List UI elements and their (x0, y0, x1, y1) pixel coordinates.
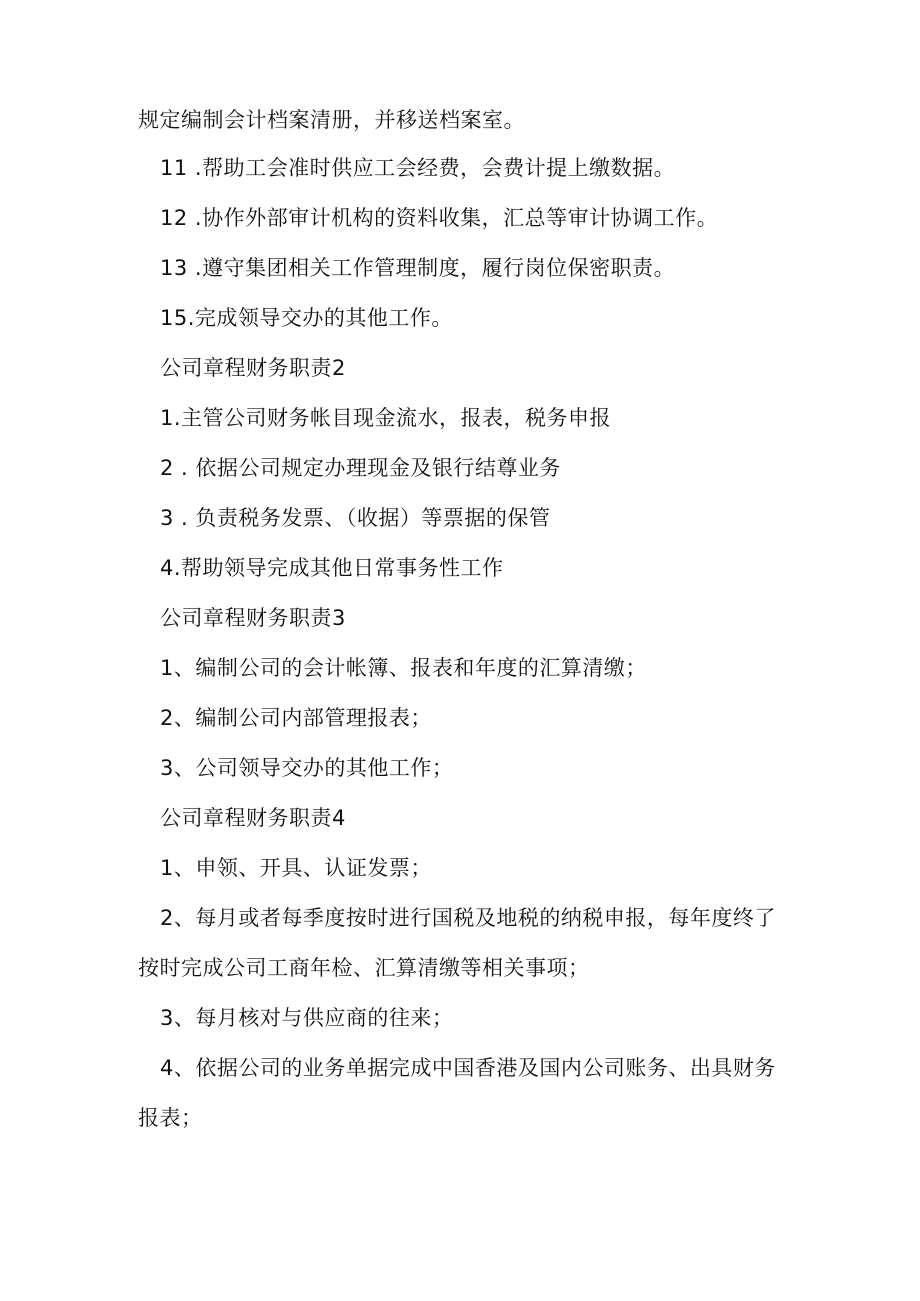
list-item: 12 .协作外部审计机构的资料收集，汇总等审计协调工作。 (160, 206, 719, 230)
list-item-continuation: 按时完成公司工商年检、汇算清缴等相关事项； (138, 956, 590, 980)
list-item: 13 .遵守集团相关工作管理制度，履行岗位保密职责。 (160, 256, 676, 280)
list-item: 3、每月核对与供应商的往来； (160, 1006, 454, 1030)
section-heading: 公司章程财务职责4 (160, 806, 346, 830)
list-item: 3、公司领导交办的其他工作； (160, 756, 454, 780)
text-line: 规定编制会计档案清册，并移送档案室。 (138, 108, 525, 132)
list-item: 4、依据公司的业务单据完成中国香港及国内公司账务、出具财务 (160, 1056, 776, 1080)
list-item: 2 . 依据公司规定办理现金及银行结尊业务 (160, 456, 561, 480)
list-item: 11 .帮助工会准时供应工会经费，会费计提上缴数据。 (160, 156, 676, 180)
list-item: 1、申领、开具、认证发票； (160, 856, 432, 880)
list-item-continuation: 报表； (138, 1106, 203, 1130)
list-item: 4.帮助领导完成其他日常事务性工作 (160, 556, 504, 580)
section-heading: 公司章程财务职责2 (160, 356, 346, 380)
list-item: 3 . 负责税务发票、（收据）等票据的保管 (160, 506, 551, 530)
list-item: 1、编制公司的会计帐簿、报表和年度的汇算清缴； (160, 656, 647, 680)
list-item: 1.主管公司财务帐目现金流水，报表，税务申报 (160, 406, 612, 430)
list-item: 2、编制公司内部管理报表； (160, 706, 432, 730)
list-item: 15.完成领导交办的其他工作。 (160, 306, 453, 330)
section-heading: 公司章程财务职责3 (160, 606, 346, 630)
list-item: 2、每月或者每季度按时进行国税及地税的纳税申报，每年度终了 (160, 906, 776, 930)
